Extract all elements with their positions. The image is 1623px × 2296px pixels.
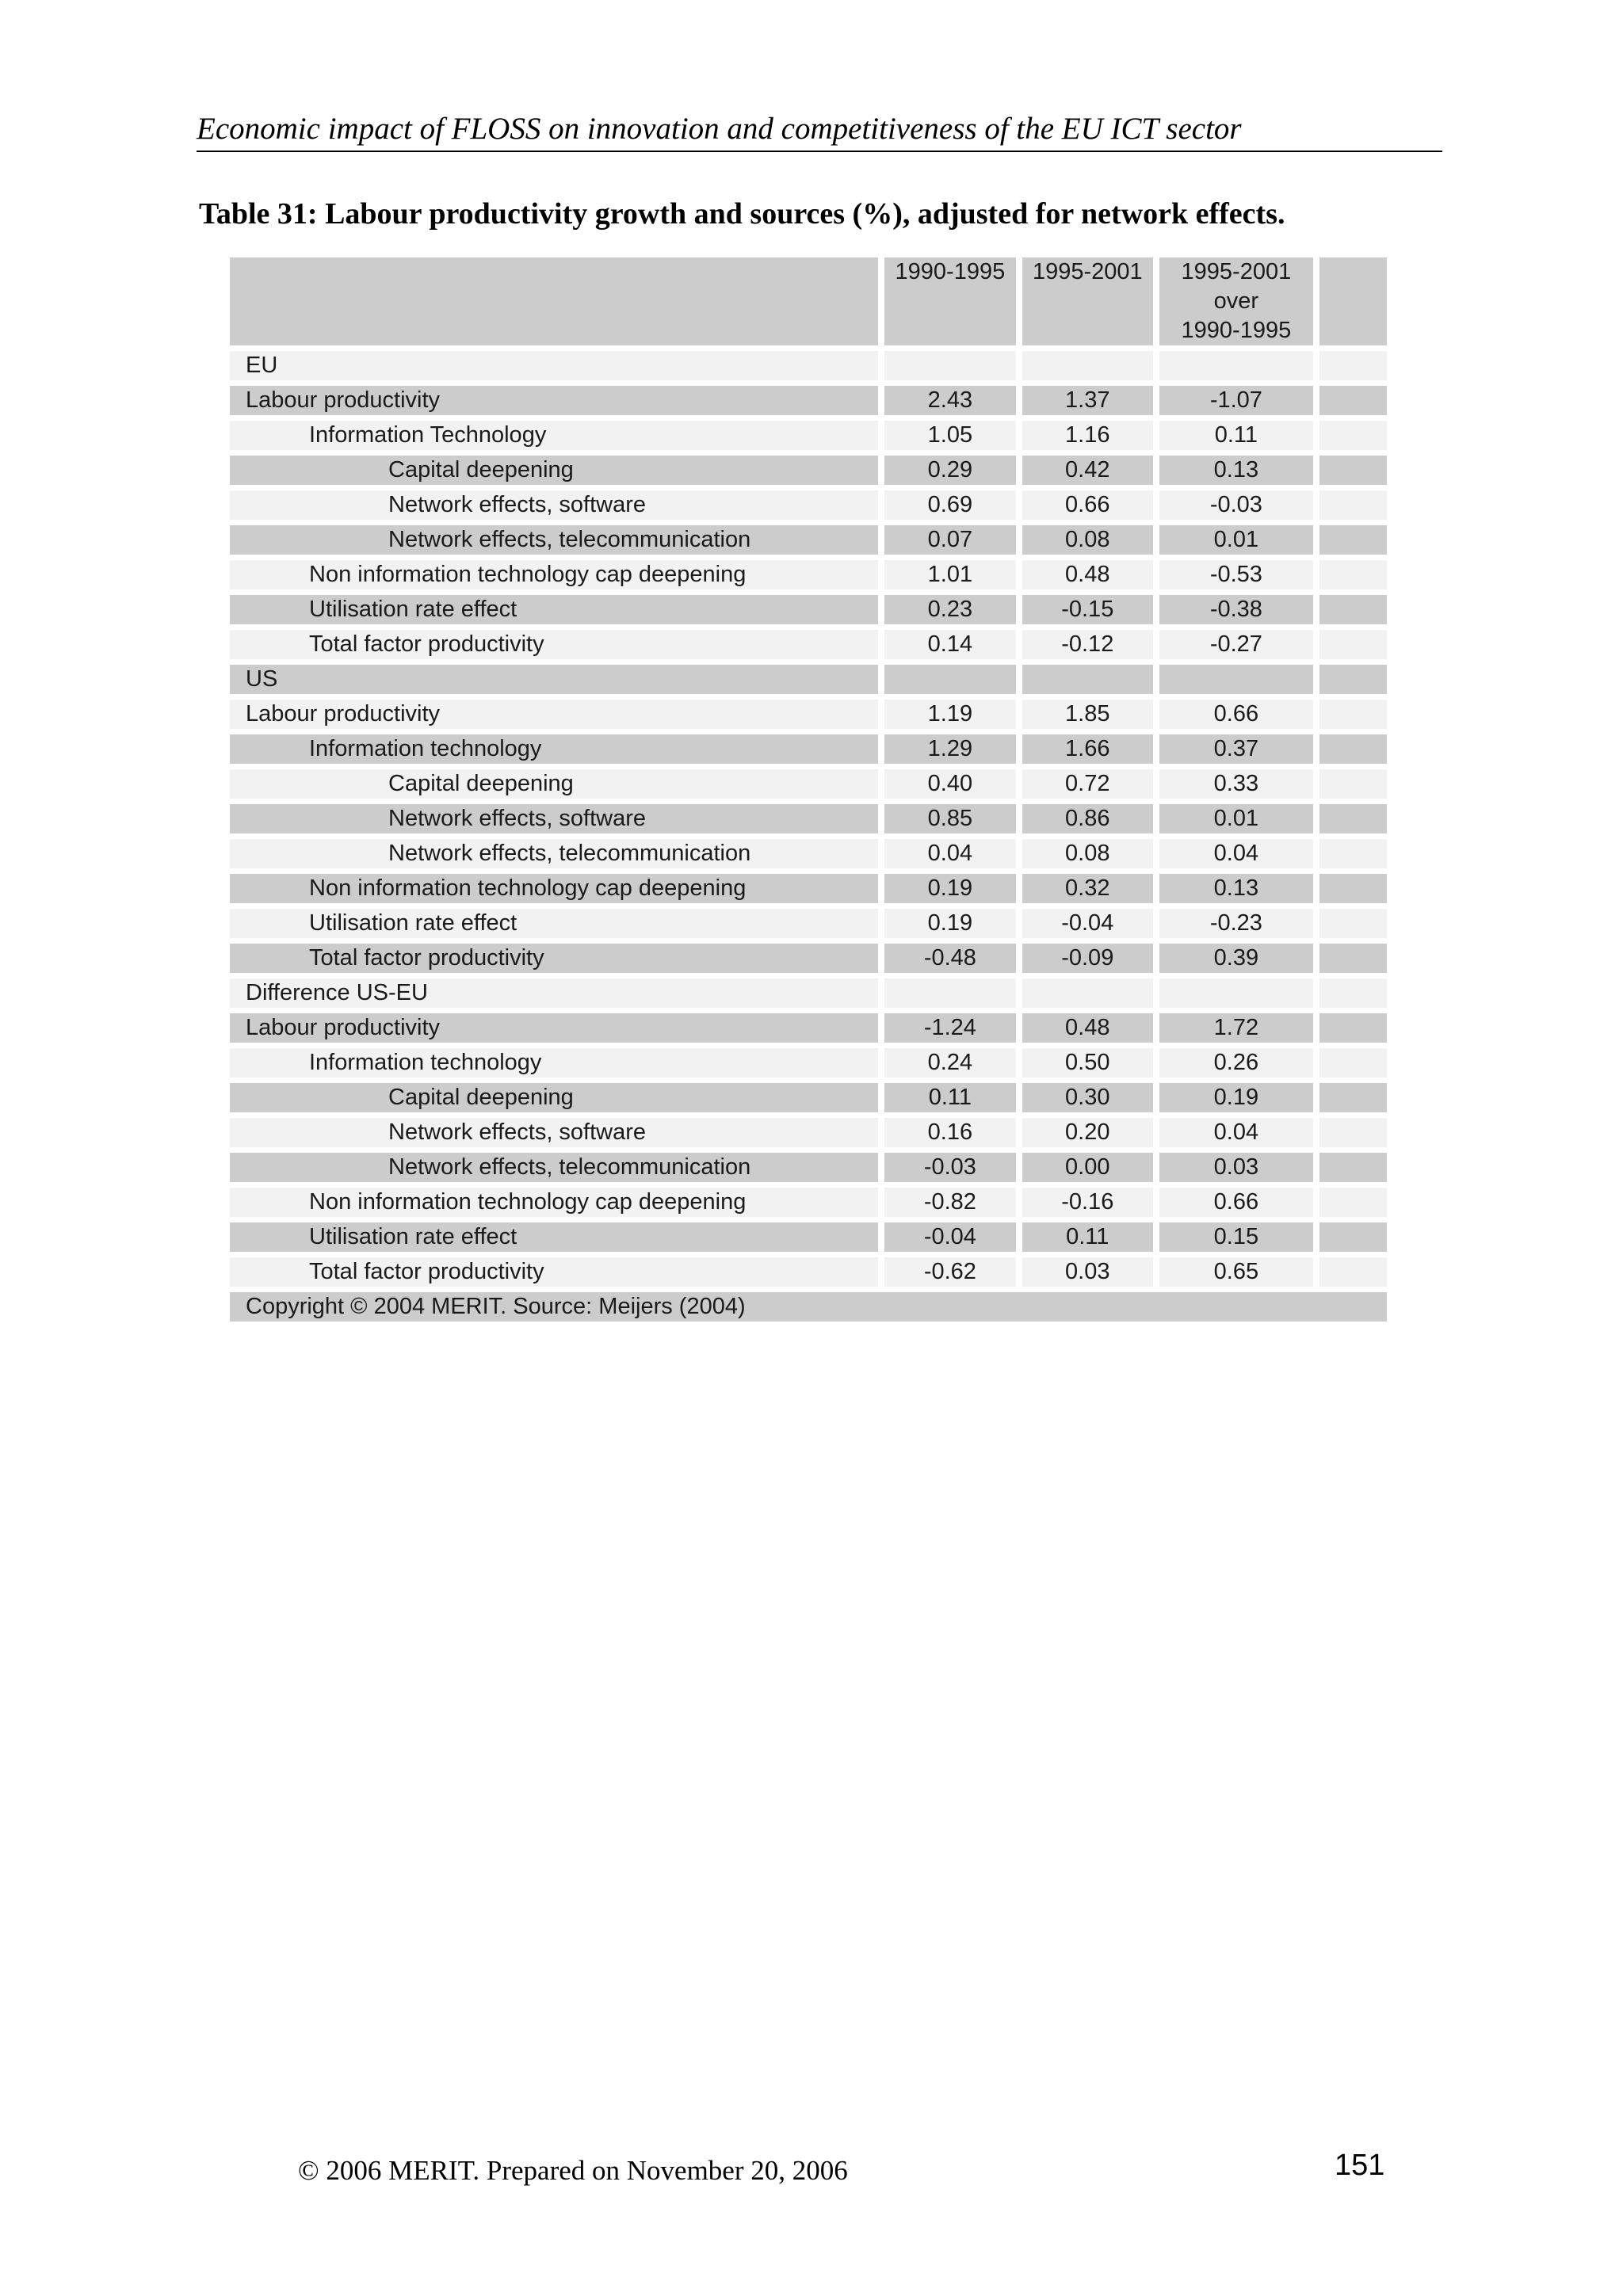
row-label: Capital deepening: [230, 456, 878, 485]
table-row: [230, 1188, 1387, 1217]
value-cell: -0.12: [1022, 630, 1153, 659]
value-cell: 0.13: [1159, 456, 1313, 485]
empty-cell: [1319, 1118, 1387, 1147]
empty-cell: [1319, 351, 1387, 380]
value-cell: -0.38: [1159, 595, 1313, 624]
value-cell: -0.82: [884, 1188, 1015, 1217]
table-row: [230, 1048, 1387, 1077]
table-row: [230, 1083, 1387, 1112]
row-label: Utilisation rate effect: [230, 595, 878, 624]
value-cell: 0.07: [884, 525, 1015, 555]
value-cell: 0.01: [1159, 525, 1313, 555]
row-label: EU: [230, 351, 878, 380]
page-number: 151: [1335, 2149, 1385, 2182]
value-cell: -0.62: [884, 1257, 1015, 1287]
empty-cell: [1319, 874, 1387, 903]
empty-cell: [1319, 560, 1387, 589]
row-label: Utilisation rate effect: [230, 1222, 878, 1252]
value-cell: 0.24: [884, 1048, 1015, 1077]
value-cell: 1.19: [884, 700, 1015, 729]
table-caption: Table 31: Labour productivity growth and sources (%), adjusted for network effects.: [199, 197, 1285, 231]
row-label: Non information technology cap deepening: [230, 1188, 878, 1217]
header-label-cell: [230, 257, 878, 345]
row-label: Labour productivity: [230, 1013, 878, 1043]
row-label: Difference US-EU: [230, 978, 878, 1008]
row-label: Non information technology cap deepening: [230, 874, 878, 903]
table-row: [230, 560, 1387, 589]
value-cell: 0.04: [1159, 1118, 1313, 1147]
row-label: Non information technology cap deepening: [230, 560, 878, 589]
empty-cell: [1319, 490, 1387, 520]
empty-cell: [1319, 595, 1387, 624]
value-cell: 0.42: [1022, 456, 1153, 485]
value-cell: 0.39: [1159, 944, 1313, 973]
value-cell: -0.04: [1022, 909, 1153, 938]
value-cell: 1.72: [1159, 1013, 1313, 1043]
value-cell: -0.03: [1159, 490, 1313, 520]
row-label: US: [230, 665, 878, 694]
running-header-title: Economic impact of FLOSS on innovation and competitiveness of the EU ICT sector: [197, 112, 1242, 146]
empty-cell: [1319, 978, 1387, 1008]
column-header: [1159, 257, 1313, 345]
value-cell: 0.26: [1159, 1048, 1313, 1077]
value-cell: 0.11: [1022, 1222, 1153, 1252]
table-row: [230, 525, 1387, 555]
value-cell: 0.13: [1159, 874, 1313, 903]
row-label: Total factor productivity: [230, 630, 878, 659]
value-cell: 0.08: [1022, 525, 1153, 555]
table-row: [230, 665, 1387, 694]
row-label: Total factor productivity: [230, 1257, 878, 1287]
value-cell: 0.15: [1159, 1222, 1313, 1252]
empty-cell: [1319, 909, 1387, 938]
value-cell: 0.08: [1022, 839, 1153, 868]
value-cell: -0.03: [884, 1153, 1015, 1182]
table-row: [230, 944, 1387, 973]
value-cell: 0.23: [884, 595, 1015, 624]
value-cell: 1.37: [1022, 386, 1153, 415]
value-cell: 0.14: [884, 630, 1015, 659]
value-cell: 1.29: [884, 734, 1015, 764]
table-row: [230, 386, 1387, 415]
value-cell: 0.66: [1159, 700, 1313, 729]
value-cell: 2.43: [884, 386, 1015, 415]
table-row: [230, 874, 1387, 903]
value-cell: 1.85: [1022, 700, 1153, 729]
value-cell: 0.19: [884, 909, 1015, 938]
value-cell: -0.53: [1159, 560, 1313, 589]
value-cell: 0.04: [884, 839, 1015, 868]
value-cell: 0.04: [1159, 839, 1313, 868]
value-cell: [884, 665, 1015, 694]
table-row: [230, 839, 1387, 868]
empty-cell: [1319, 839, 1387, 868]
table-row: [230, 490, 1387, 520]
empty-cell: [1319, 804, 1387, 833]
empty-cell: [1319, 1257, 1387, 1287]
empty-cell: [1319, 665, 1387, 694]
empty-cell: [1319, 456, 1387, 485]
table-body: [230, 351, 1387, 1287]
table-row: [230, 421, 1387, 450]
empty-cell: [1319, 1153, 1387, 1182]
column-header: 1990-1995: [884, 257, 1015, 345]
row-label: Utilisation rate effect: [230, 909, 878, 938]
empty-cell: [1319, 386, 1387, 415]
row-label: Labour productivity: [230, 700, 878, 729]
value-cell: 0.33: [1159, 769, 1313, 799]
value-cell: 0.19: [884, 874, 1015, 903]
column-header-text: 1995-2001 over 1990-1995: [1181, 259, 1292, 343]
table-row: [230, 769, 1387, 799]
table-row: [230, 978, 1387, 1008]
value-cell: 0.19: [1159, 1083, 1313, 1112]
value-cell: [1022, 665, 1153, 694]
empty-cell: [1319, 1048, 1387, 1077]
value-cell: -0.15: [1022, 595, 1153, 624]
value-cell: 0.01: [1159, 804, 1313, 833]
value-cell: -1.24: [884, 1013, 1015, 1043]
value-cell: 0.37: [1159, 734, 1313, 764]
value-cell: 0.69: [884, 490, 1015, 520]
value-cell: 0.48: [1022, 560, 1153, 589]
value-cell: -0.04: [884, 1222, 1015, 1252]
source-note: Copyright © 2004 MERIT. Source: Meijers (2004): [230, 1292, 1387, 1322]
row-label: Network effects, software: [230, 490, 878, 520]
value-cell: [884, 978, 1015, 1008]
value-cell: 0.32: [1022, 874, 1153, 903]
value-cell: 1.05: [884, 421, 1015, 450]
table-header-row: [230, 257, 1387, 345]
empty-cell: [1319, 769, 1387, 799]
value-cell: [1159, 978, 1313, 1008]
empty-cell: [1319, 1083, 1387, 1112]
value-cell: 0.66: [1159, 1188, 1313, 1217]
empty-cell: [1319, 630, 1387, 659]
row-label: Network effects, software: [230, 804, 878, 833]
value-cell: 1.01: [884, 560, 1015, 589]
empty-cell: [1319, 525, 1387, 555]
value-cell: 0.40: [884, 769, 1015, 799]
value-cell: -0.09: [1022, 944, 1153, 973]
value-cell: 0.85: [884, 804, 1015, 833]
row-label: Information Technology: [230, 421, 878, 450]
value-cell: 0.00: [1022, 1153, 1153, 1182]
table-row: [230, 1222, 1387, 1252]
empty-cell: [1319, 1222, 1387, 1252]
value-cell: 0.11: [1159, 421, 1313, 450]
value-cell: [1022, 978, 1153, 1008]
row-label: Capital deepening: [230, 1083, 878, 1112]
value-cell: 0.30: [1022, 1083, 1153, 1112]
table-row: [230, 700, 1387, 729]
table-row: [230, 1013, 1387, 1043]
productivity-table: [223, 252, 1393, 1327]
value-cell: -0.23: [1159, 909, 1313, 938]
value-cell: 0.11: [884, 1083, 1015, 1112]
empty-cell: [1319, 1188, 1387, 1217]
row-label: Total factor productivity: [230, 944, 878, 973]
row-label: Information technology: [230, 1048, 878, 1077]
empty-cell: [1319, 1013, 1387, 1043]
value-cell: [1022, 351, 1153, 380]
value-cell: 1.16: [1022, 421, 1153, 450]
value-cell: 0.16: [884, 1118, 1015, 1147]
value-cell: [884, 351, 1015, 380]
empty-cell: [1319, 944, 1387, 973]
table-row: [230, 909, 1387, 938]
table-row: [230, 595, 1387, 624]
empty-cell: [1319, 734, 1387, 764]
table-row: [230, 1153, 1387, 1182]
column-header: 1995-2001: [1022, 257, 1153, 345]
value-cell: 0.20: [1022, 1118, 1153, 1147]
row-label: Network effects, telecommunication: [230, 1153, 878, 1182]
value-cell: [1159, 665, 1313, 694]
value-cell: -0.48: [884, 944, 1015, 973]
value-cell: [1159, 351, 1313, 380]
row-label: Network effects, telecommunication: [230, 525, 878, 555]
table-row: [230, 1257, 1387, 1287]
value-cell: -1.07: [1159, 386, 1313, 415]
value-cell: 0.50: [1022, 1048, 1153, 1077]
source-note-row: [230, 1292, 1387, 1322]
value-cell: 0.03: [1159, 1153, 1313, 1182]
value-cell: 0.48: [1022, 1013, 1153, 1043]
page-footer: © 2006 MERIT. Prepared on November 20, 2006: [298, 2155, 848, 2186]
row-label: Network effects, telecommunication: [230, 839, 878, 868]
running-header: [197, 108, 1442, 152]
value-cell: 0.65: [1159, 1257, 1313, 1287]
table-row: [230, 456, 1387, 485]
row-label: Network effects, software: [230, 1118, 878, 1147]
table-row: [230, 630, 1387, 659]
table-row: [230, 351, 1387, 380]
value-cell: 0.29: [884, 456, 1015, 485]
value-cell: 0.03: [1022, 1257, 1153, 1287]
empty-cell: [1319, 421, 1387, 450]
table-row: [230, 1118, 1387, 1147]
value-cell: 0.66: [1022, 490, 1153, 520]
row-label: Capital deepening: [230, 769, 878, 799]
table-row: [230, 804, 1387, 833]
row-label: Information technology: [230, 734, 878, 764]
value-cell: -0.27: [1159, 630, 1313, 659]
empty-cell: [1319, 700, 1387, 729]
value-cell: 0.72: [1022, 769, 1153, 799]
value-cell: 1.66: [1022, 734, 1153, 764]
table-row: [230, 734, 1387, 764]
value-cell: -0.16: [1022, 1188, 1153, 1217]
row-label: Labour productivity: [230, 386, 878, 415]
header-empty-cell: [1319, 257, 1387, 345]
value-cell: 0.86: [1022, 804, 1153, 833]
